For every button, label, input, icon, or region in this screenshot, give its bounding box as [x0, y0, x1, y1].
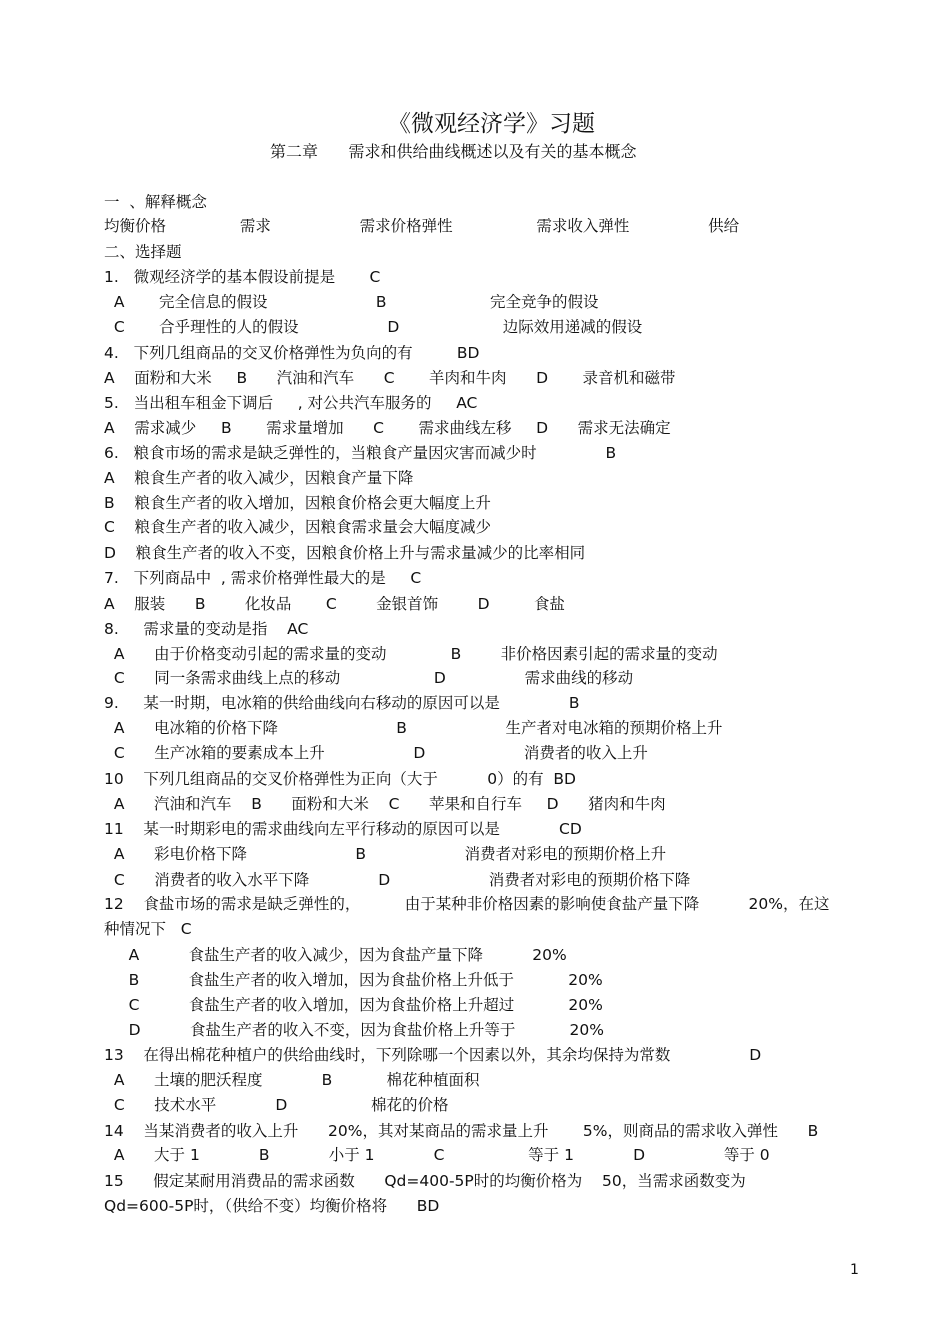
question-line: 1. 微观经济学的基本假设前提是 C	[104, 268, 381, 286]
question-line: 种情况下 C	[104, 920, 192, 938]
option-line: A 汽油和汽车 B 面粉和大米 C 苹果和自行车 D 猪肉和牛肉	[104, 795, 666, 813]
section-heading: 一 、解释概念	[104, 193, 207, 211]
option-line: C 生产冰箱的要素成本上升 D 消费者的收入上升	[104, 744, 648, 762]
question-line: 11 某一时期彩电的需求曲线向左平行移动的原因可以是 CD	[104, 820, 582, 838]
question-line: 5. 当出租车租金下调后 , 对公共汽车服务的 AC	[104, 394, 478, 412]
page-number: 1	[850, 1262, 859, 1278]
option-line: C 粮食生产者的收入减少，因粮食需求量会大幅度减少	[104, 518, 492, 536]
option-line: A 服装 B 化妆品 C 金银首饰 D 食盐	[104, 595, 565, 613]
section-heading: 二、选择题	[104, 243, 182, 261]
option-line: B 食盐生产者的收入增加，因为食盐价格上升低于 20%	[104, 971, 603, 989]
question-line: 15 假定某耐用消费品的需求函数 Qd=400-5P时的均衡价格为 50，当需求函数变为	[104, 1172, 746, 1190]
option-line: A 电冰箱的价格下降 B 生产者对电冰箱的预期价格上升	[104, 719, 723, 737]
concept-list: 均衡价格 需求 需求价格弹性 需求收入弹性 供给	[104, 217, 740, 235]
option-line: C 技术水平 D 棉花的价格	[104, 1096, 449, 1114]
option-line: C 消费者的收入水平下降 D 消费者对彩电的预期价格下降	[104, 871, 691, 889]
option-line: B 粮食生产者的收入增加，因粮食价格会更大幅度上升	[104, 494, 491, 512]
option-line: D 粮食生产者的收入不变，因粮食价格上升与需求量减少的比率相同	[104, 544, 586, 562]
chapter-subtitle: 第二章 需求和供给曲线概述以及有关的基本概念	[270, 142, 637, 161]
question-line: 10 下列几组商品的交叉价格弹性为正向（大于 0）的有 BD	[104, 770, 576, 788]
question-line: 14 当某消费者的收入上升 20%，其对某商品的需求量上升 5%，则商品的需求收入弹性 B	[104, 1122, 819, 1140]
option-line: A 面粉和大米 B 汽油和汽车 C 羊肉和牛肉 D 录音机和磁带	[104, 369, 676, 387]
option-line: A 需求减少 B 需求量增加 C 需求曲线左移 D 需求无法确定	[104, 419, 671, 437]
option-line: A 由于价格变动引起的需求量的变动 B 非价格因素引起的需求量的变动	[104, 645, 718, 663]
question-line: 8. 需求量的变动是指 AC	[104, 620, 309, 638]
option-line: C 合乎理性的人的假设 D 边际效用递减的假设	[104, 318, 643, 336]
option-line: A 粮食生产者的收入减少，因粮食产量下降	[104, 469, 414, 487]
option-line: C 同一条需求曲线上点的移动 D 需求曲线的移动	[104, 669, 634, 687]
question-line: 9. 某一时期，电冰箱的供给曲线向右移动的原因可以是 B	[104, 694, 580, 712]
question-line: 13 在得出棉花种植户的供给曲线时，下列除哪一个因素以外，其余均保持为常数 D	[104, 1046, 762, 1064]
option-line: A 土壤的肥沃程度 B 棉花种植面积	[104, 1071, 480, 1089]
question-line: Qd=600-5P时，（供给不变）均衡价格将 BD	[104, 1197, 440, 1215]
question-line: 7. 下列商品中 , 需求价格弹性最大的是 C	[104, 569, 422, 587]
question-line: 6. 粮食市场的需求是缺乏弹性的，当粮食产量因灾害而减少时 B	[104, 444, 617, 462]
page-title: 《微观经济学》习题	[388, 111, 595, 137]
option-line: A 彩电价格下降 B 消费者对彩电的预期价格上升	[104, 845, 667, 863]
option-line: A 食盐生产者的收入减少，因为食盐产量下降 20%	[104, 946, 567, 964]
option-line: A 完全信息的假设 B 完全竞争的假设	[104, 293, 599, 311]
option-line: C 食盐生产者的收入增加，因为食盐价格上升超过 20%	[104, 996, 603, 1014]
question-line: 4. 下列几组商品的交叉价格弹性为负向的有 BD	[104, 344, 480, 362]
question-line: 12 食盐市场的需求是缺乏弹性的， 由于某种非价格因素的影响使食盐产量下降 20%，在这	[104, 895, 830, 913]
option-line: D 食盐生产者的收入不变，因为食盐价格上升等于 20%	[104, 1021, 604, 1039]
option-line: A 大于 1 B 小于 1 C 等于 1 D 等于 0	[104, 1146, 770, 1164]
